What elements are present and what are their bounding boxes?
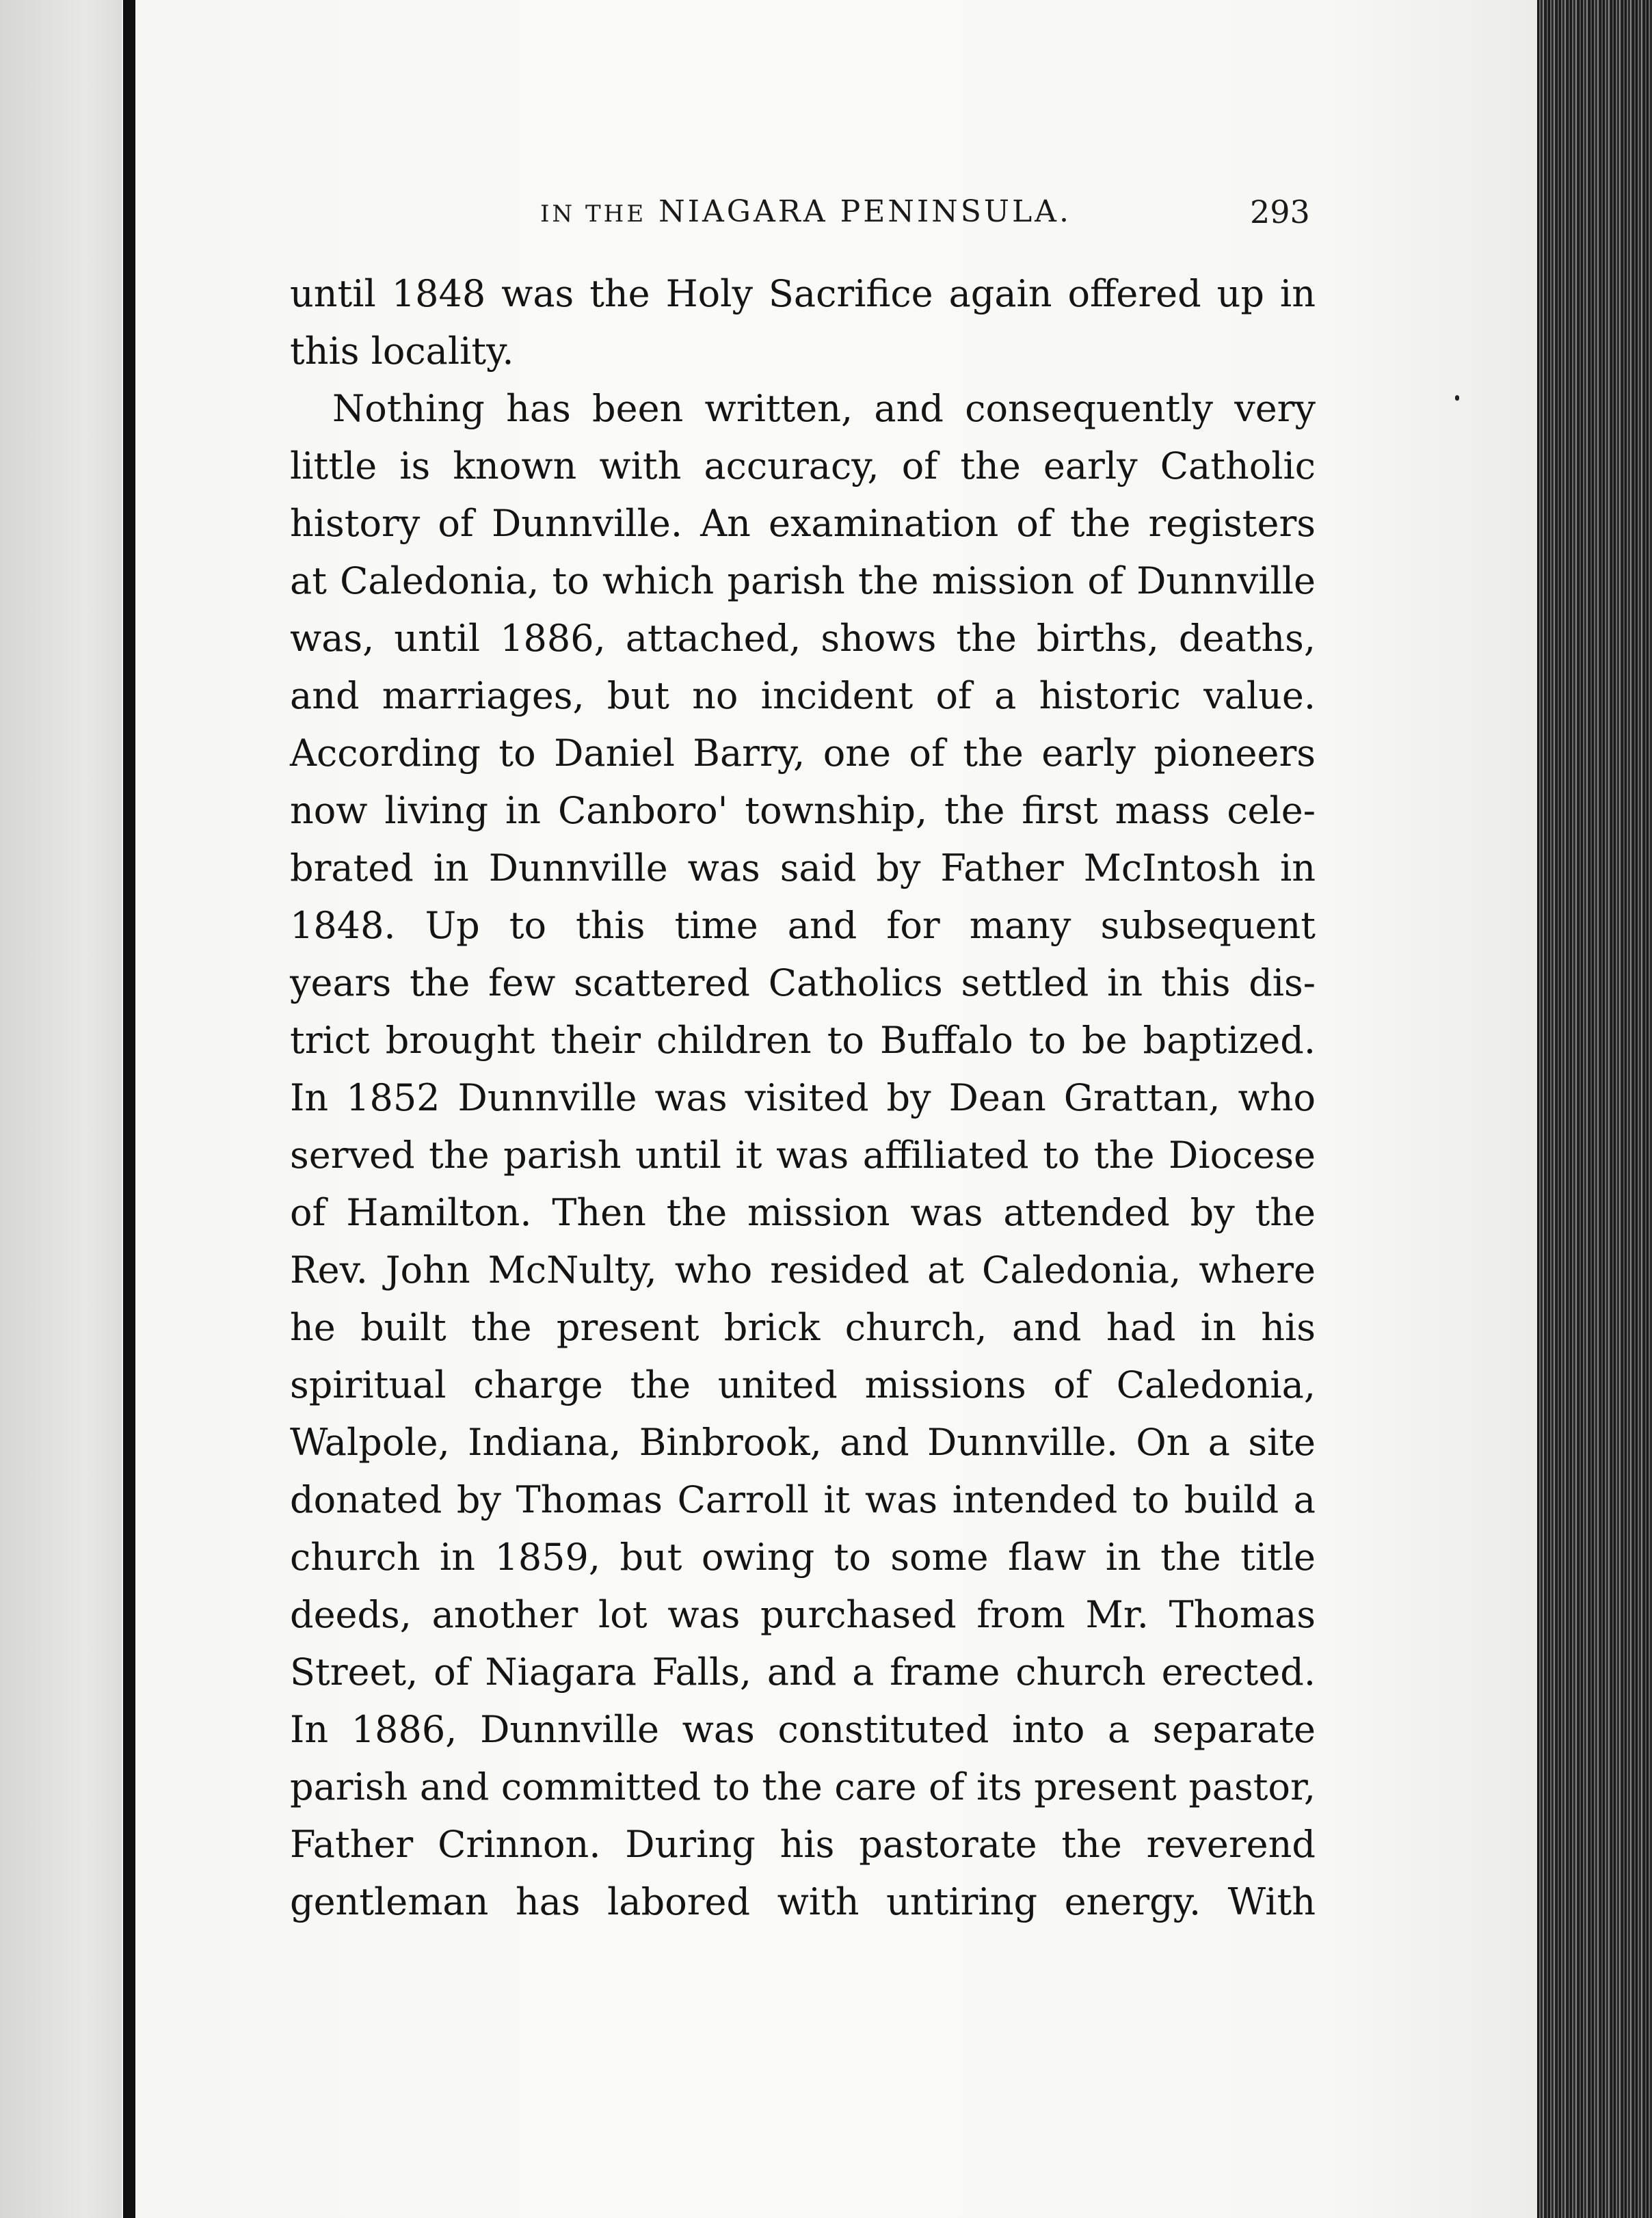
body-text xyxy=(290,265,1316,1931)
text-line: brated in Dunnville was said by Father McIntosh in xyxy=(290,846,1316,890)
left-page-margin xyxy=(0,0,122,2218)
text-line: little is known with accuracy, of the early Catholic xyxy=(290,444,1316,487)
text-line: According to Daniel Barry, one of the early pioneers xyxy=(290,732,1316,775)
page-number: 293 xyxy=(1250,193,1310,230)
text-line: Father Crinnon. During his pastorate the reverend xyxy=(290,1823,1316,1866)
text-line: In 1886, Dunnville was constituted into a separate xyxy=(290,1708,1316,1751)
text-line: Rev. John McNulty, who resided at Caledonia, where xyxy=(290,1248,1316,1292)
binding-gutter xyxy=(123,0,135,2218)
text-line: gentleman has labored with untiring energy. With xyxy=(290,1880,1316,1923)
text-line: donated by Thomas Carroll it was intended to build a xyxy=(290,1478,1316,1521)
text-line: parish and committed to the care of its present pastor, xyxy=(290,1765,1316,1808)
text-line: trict brought their children to Buffalo to be baptized. xyxy=(290,1019,1316,1062)
text-line: In 1852 Dunnville was visited by Dean Grattan, who xyxy=(290,1076,1316,1119)
text-line: at Caledonia, to which parish the mission of Dunnville xyxy=(290,559,1316,602)
text-line: this locality. xyxy=(290,330,514,373)
text-line: spiritual charge the united missions of Caledonia, xyxy=(290,1363,1316,1406)
text-line: Nothing has been written, and consequently very xyxy=(332,387,1316,430)
text-line: 1848. Up to this time and for many subsequent xyxy=(290,904,1316,947)
text-line: church in 1859, but owing to some flaw in the title xyxy=(290,1536,1316,1579)
running-head: IN THE NIAGARA PENINSULA. xyxy=(540,194,1071,229)
page-header xyxy=(0,191,1652,232)
text-line: of Hamilton. Then the mission was attended by the xyxy=(290,1191,1316,1234)
text-line: Street, of Niagara Falls, and a frame church erected. xyxy=(290,1651,1316,1694)
text-line: history of Dunnville. An examination of the registers xyxy=(290,502,1316,545)
text-line: deeds, another lot was purchased from Mr. Thomas xyxy=(290,1593,1316,1636)
text-line: was, until 1886, attached, shows the births, deaths, xyxy=(290,617,1316,660)
text-line: now living in Canboro' township, the first mass cele- xyxy=(290,789,1316,832)
text-line: and marriages, but no incident of a historic value. xyxy=(290,674,1316,717)
text-line: until 1848 was the Holy Sacrifice again offered up in xyxy=(290,272,1316,315)
text-line: years the few scattered Catholics settled in this dis- xyxy=(290,961,1316,1004)
text-line: Walpole, Indiana, Binbrook, and Dunnville. On a site xyxy=(290,1421,1316,1464)
ink-speck xyxy=(1455,395,1459,401)
text-line: served the parish until it was affiliated to the Diocese xyxy=(290,1134,1316,1177)
page-edges xyxy=(1537,0,1652,2218)
text-line: he built the present brick church, and had in his xyxy=(290,1306,1316,1349)
